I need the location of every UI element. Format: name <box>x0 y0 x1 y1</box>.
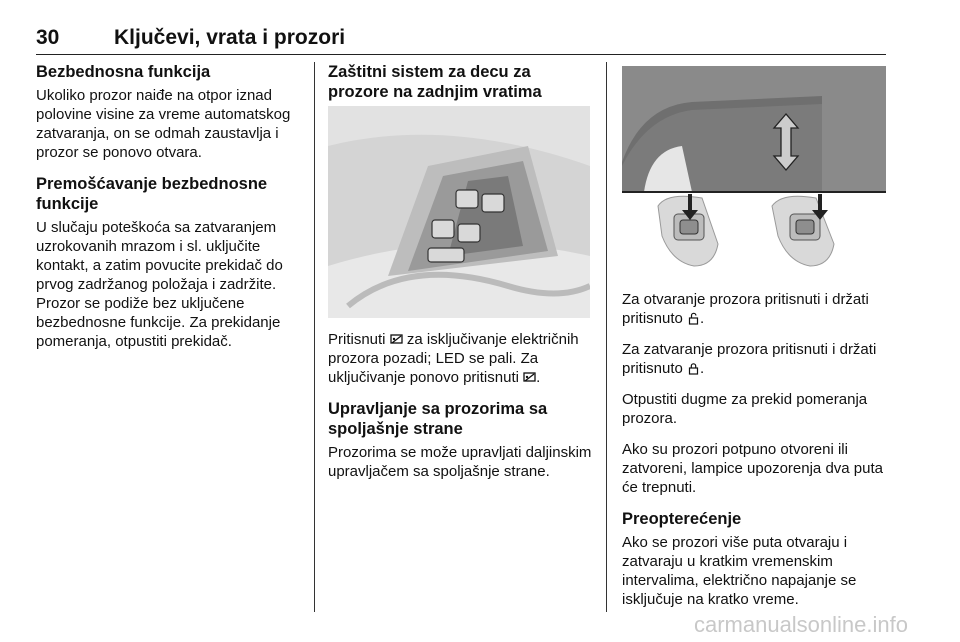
section-heading-remote: Upravljanje sa prozorima sa spoljašnje strane <box>328 400 548 438</box>
text: Pritisnuti <box>328 331 386 348</box>
page-header <box>36 24 886 55</box>
paragraph <box>328 330 592 387</box>
chapter-title: Ključevi, vrata i prozori <box>114 26 346 49</box>
section-heading-safety: Bezbednosna funkcija <box>36 63 211 81</box>
paragraph: Ako se prozori više puta otvaraju i zatvaraju u kratkim vremenskim intervalima, električno napajanje se isključuje na kratko vreme. <box>622 534 857 608</box>
paragraph <box>622 290 888 328</box>
text: . <box>700 360 705 377</box>
lock-icon <box>687 362 700 375</box>
section-heading-override: Premošćavanje bezbednosne funkcije <box>36 175 268 213</box>
paragraph: Otpustiti dugme za prekid pomeranja prozora. <box>622 391 868 427</box>
paragraph: U slučaju poteškoća sa zatvaranjem uzrokovanih mrazom i sl. uključite kontakt, a zatim povucite prekidač do prvog zadržanog položaja i zadržite. Prozor se podiže bez uključene bezbednosne funkcije. Za prekidanje pomeranja, otpustiti prekidač. <box>36 219 283 350</box>
paragraph: Ukoliko prozor naiđe na otpor iznad polovine visine za vreme automatskog zatvaranja, on se odmah zaustavlja i prozor se ponovo otvara. <box>36 87 291 161</box>
text: Za zatvaranje prozora pritisnuti i držati pritisnuto <box>622 341 877 377</box>
watermark: carmanualsonline.info <box>693 612 908 637</box>
paragraph: Prozorima se može upravljati daljinskim upravljačem sa spoljašnje strane. <box>328 444 592 480</box>
column-divider <box>606 62 607 612</box>
paragraph <box>622 340 888 378</box>
text: . <box>700 310 705 327</box>
remote-window-operation-figure <box>622 66 886 278</box>
column-2 <box>328 62 592 493</box>
child-lock-window-icon <box>523 371 536 384</box>
column-3 <box>622 62 888 621</box>
door-switch-panel-figure <box>328 106 590 318</box>
text: . <box>536 369 541 386</box>
column-divider <box>314 62 315 612</box>
page-number: 30 <box>36 26 60 49</box>
text: za isključivanje električnih prozora pozadi; LED se pali. Za uključivanje ponovo pritisnuti <box>328 331 579 386</box>
paragraph: Ako su prozori potpuno otvoreni ili zatvoreni, lampice upozorenja dva puta će trepnuti. <box>622 441 883 496</box>
child-lock-window-icon <box>390 333 403 346</box>
column-1 <box>36 62 302 363</box>
text: Za otvaranje prozora pritisnuti i držati pritisnuto <box>622 291 869 327</box>
unlock-icon <box>687 312 700 325</box>
section-heading-child-safety: Zaštitni sistem za decu za prozore na zadnjim vratima <box>328 63 542 101</box>
section-heading-overload: Preopterećenje <box>622 510 742 528</box>
